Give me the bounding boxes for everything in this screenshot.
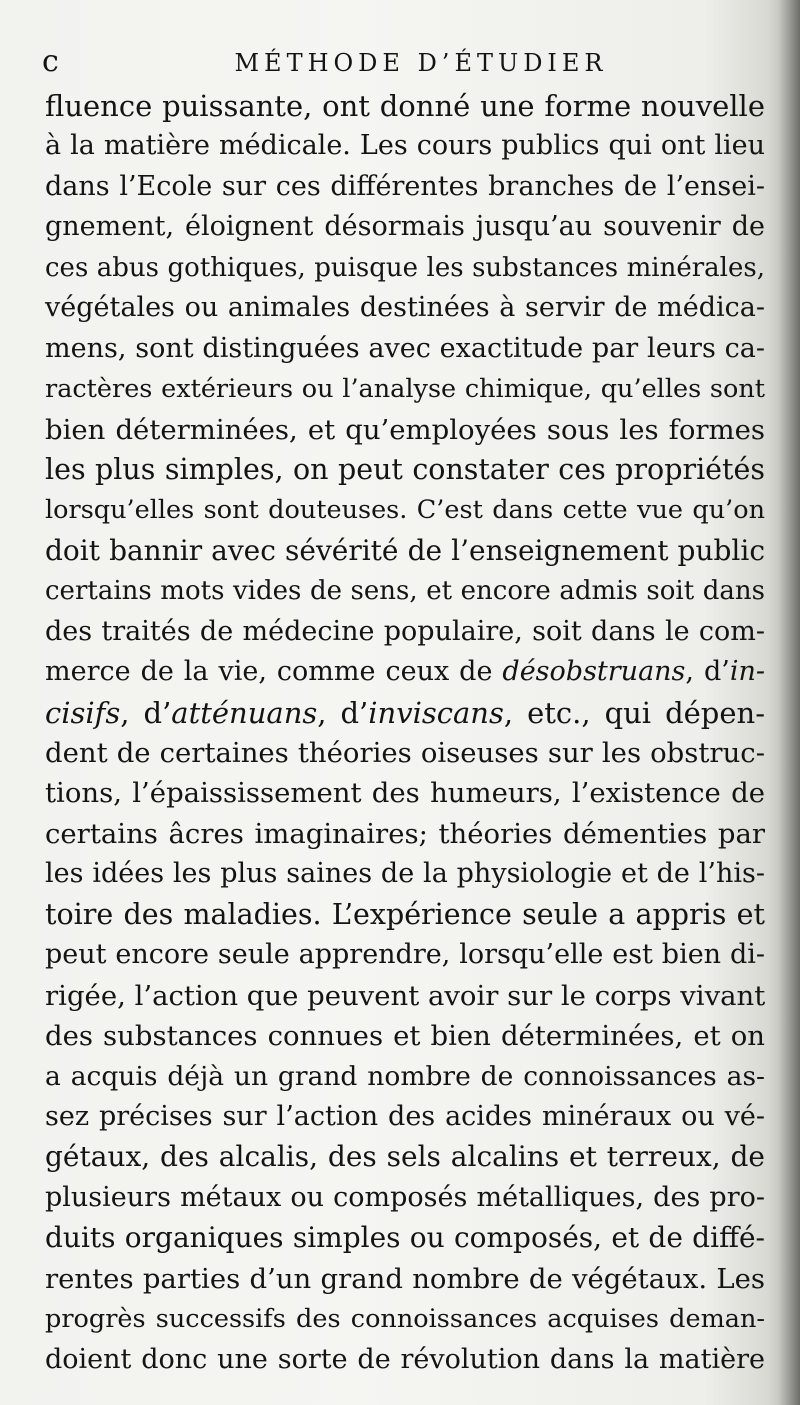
italic-term: atténuans: [171, 695, 318, 730]
text-line: ractères extérieurs ou l’analyse chimique, qu’elles sont: [45, 374, 765, 405]
text-line: végétales ou animales destinées à servir de médica-: [45, 292, 765, 324]
text-line-with-italics: [45, 652, 765, 692]
running-title: MÉTHODE D’ÉTUDIER: [234, 49, 608, 77]
text-line: gnement, éloignent désormais jusqu’au souvenir de: [45, 211, 765, 243]
text-run: , d’: [317, 695, 369, 730]
page-edge-shadow: [778, 0, 800, 1405]
page-header: [42, 44, 742, 84]
text-line: certains âcres imaginaires; théories démenties par: [45, 817, 765, 850]
text-line: progrès successifs des connoissances acquises deman-: [45, 1304, 765, 1335]
text-line: mens, sont distinguées avec exactitude par leurs ca-: [45, 332, 765, 364]
text-line: rentes parties d’un grand nombre de végétaux. Les: [45, 1262, 765, 1295]
text-line: à la matière médicale. Les cours publics qui ont lieu: [45, 130, 765, 162]
italic-term: inviscans: [368, 695, 504, 730]
text-line: les plus simples, on peut constater ces propriétés: [45, 452, 765, 486]
text-line: les idées les plus saines de la physiologie et de l’his-: [45, 858, 765, 890]
text-run: merce de la vie, comme ceux de: [45, 656, 503, 688]
text-line: des traités de médecine populaire, soit dans le com-: [45, 615, 765, 647]
italic-term: cisifs: [45, 695, 121, 730]
text-line: peut encore seule apprendre, lorsqu’elle est bien di-: [45, 939, 765, 971]
text-line: rigée, l’action que peuvent avoir sur le corps vivant: [45, 979, 766, 1012]
text-line: bien déterminées, et qu’employées sous les formes: [45, 413, 765, 446]
text-line: dans l’Ecole sur ces différentes branches de l’ensei-: [45, 170, 765, 202]
text-run: , etc., qui dépen-: [503, 695, 766, 730]
text-line: des substances connues et bien déterminées, et on: [45, 1020, 765, 1053]
text-line: ces abus gothiques, puisque les substances minérales,: [45, 252, 765, 283]
text-line: gétaux, des alcalis, des sels alcalins et terreux, de: [45, 1140, 765, 1174]
text-line: doit bannir avec sévérité de l’enseignement public: [45, 533, 765, 567]
text-line: dent de certaines théories oiseuses sur les obstruc-: [45, 737, 765, 769]
text-line: a acquis déjà un grand nombre de connoissances as-: [45, 1060, 765, 1092]
text-line: certains mots vides de sens, et encore admis soit dans: [45, 576, 765, 607]
text-line: lorsqu’elles sont douteuses. C’est dans cette vue qu’on: [45, 495, 765, 526]
text-line: tions, l’épaississement des humeurs, l’existence de: [45, 777, 765, 810]
text-run: , d’: [120, 695, 172, 730]
page-number: c: [42, 44, 59, 79]
italic-term: désobstruans: [502, 656, 686, 688]
text-line: duits organiques simples ou composés, et de diffé-: [45, 1221, 765, 1255]
text-line-with-italics: [45, 693, 765, 733]
text-line: plusieurs métaux ou composés métalliques, des pro-: [45, 1181, 765, 1213]
text-line: fluence puissante, ont donné une forme nouvelle: [45, 89, 765, 123]
text-line: sez précises sur l’action des acides minéraux ou vé-: [45, 1100, 765, 1132]
italic-term: in-: [729, 656, 766, 688]
text-line: doient donc une sorte de révolution dans la matière: [45, 1343, 765, 1375]
body-text: [45, 86, 765, 1380]
text-line: toire des maladies. L’expérience seule a appris et: [45, 897, 765, 931]
text-run: , d’: [685, 656, 730, 688]
